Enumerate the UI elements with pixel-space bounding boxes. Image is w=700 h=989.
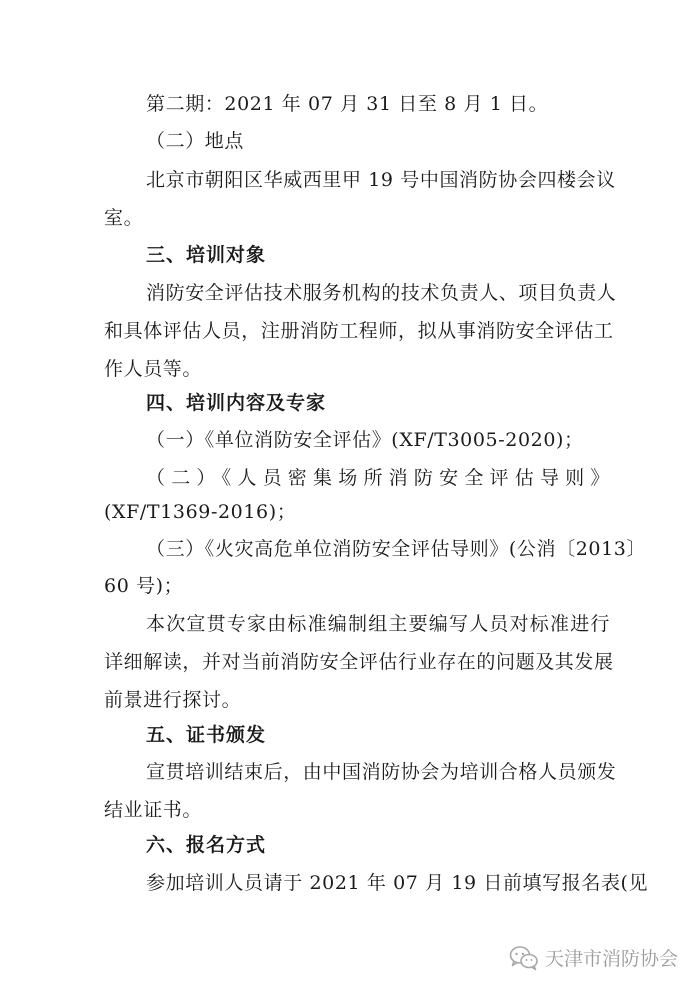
experts-paragraph-line-2: 详细解读，并对当前消防安全评估行业存在的问题及其发展 — [104, 651, 614, 673]
watermark — [509, 944, 678, 971]
experts-paragraph-line-3: 前景进行探讨。 — [104, 689, 242, 711]
registration-paragraph-line-1: 参加培训人员请于 2021 年 07 月 19 日前填写报名表(见 — [146, 872, 649, 894]
training-target-line-2: 和具体评估人员，注册消防工程师，拟从事消防安全评估工 — [104, 320, 614, 342]
section-heading-content-experts: 四、培训内容及专家 — [146, 392, 327, 414]
watermark-text: 天津市消防协会 — [544, 948, 678, 970]
certificate-paragraph-line-1: 宣贯培训结束后，由中国消防协会为培训合格人员颁发 — [146, 761, 617, 783]
location-address-line-1: 北京市朝阳区华威西里甲 19 号中国消防协会四楼会议 — [146, 169, 616, 191]
content-item-1: （一）《单位消防安全评估》(XF/T3005-2020)； — [146, 429, 584, 451]
content-item-3-line-1: （三）《火灾高危单位消防安全评估导则》(公消〔2013〕 — [146, 538, 647, 560]
subsection-location-heading: （二）地点 — [146, 130, 245, 152]
content-item-2-line-2: (XF/T1369-2016)； — [104, 501, 297, 523]
content-item-3-line-2: 60 号)； — [104, 575, 184, 597]
location-address-line-2: 室。 — [104, 207, 144, 229]
training-target-line-3: 作人员等。 — [104, 358, 203, 380]
certificate-paragraph-line-2: 结业证书。 — [104, 799, 203, 821]
schedule-period-two: 第二期：2021 年 07 月 31 日至 8 月 1 日。 — [146, 93, 549, 115]
section-heading-training-target: 三、培训对象 — [146, 244, 267, 266]
training-target-line-1: 消防安全评估技术服务机构的技术负责人、项目负责人 — [146, 282, 617, 304]
experts-paragraph-line-1: 本次宣贯专家由标准编制组主要编写人员对标准进行 — [146, 613, 610, 635]
section-heading-certificate: 五、证书颁发 — [146, 724, 267, 746]
wechat-icon — [509, 945, 539, 971]
content-item-2-line-1: （二）《人员密集场所消防安全评估导则》 — [146, 467, 610, 489]
section-heading-registration: 六、报名方式 — [146, 834, 267, 856]
